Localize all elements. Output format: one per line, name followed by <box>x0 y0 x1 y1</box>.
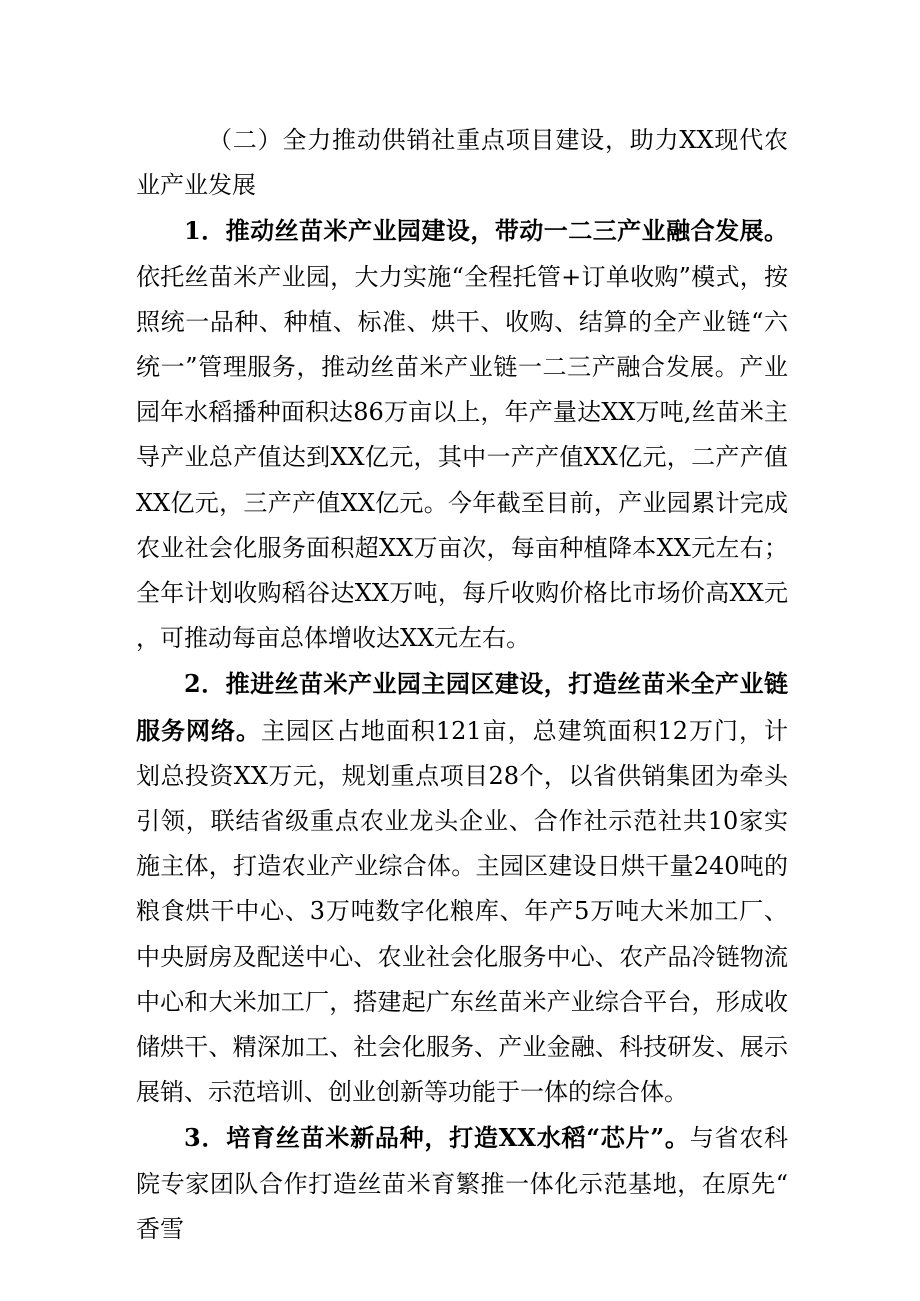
paragraph-item-2 <box>136 661 788 1115</box>
paragraph-item-3 <box>136 1115 788 1252</box>
item-2-title: 2．推进丝苗米产业园主园区建设，打造丝苗米全产业链服务网络。 <box>136 669 788 745</box>
item-2-body: 主园区占地面积121亩，总建筑面积12万门，计划总投资XX万元，规划重点项目28个，以省供销集团为牵头引领，联结省级重点农业龙头企业、合作社示范社共10家实施主体，打造农业产业综合体。主园区建设日烘干量240吨的粮食烘干中心、3万吨数字化粮库、年产5万吨大米加工厂、中央厨房及配送中心、农业社会化服务中心、农产品冷链物流中心和大米加工厂，搭建起广东丝苗米产业综合平台，形成收储烘干、精深加工、社会化服务、产业金融、科技研发、展示展销、示范培训、创业创新等功能于一体的综合体。 <box>136 716 788 1107</box>
item-1-title: 1．推动丝苗米产业园建设，带动一二三产业融合发展。 <box>184 216 788 246</box>
paragraph-item-1 <box>136 208 788 661</box>
section-heading: （二）全力推动供销社重点项目建设，助力XX现代农业产业发展 <box>136 126 788 200</box>
item-3-title: 3．培育丝苗米新品种，打造XX水稻“芯片”。 <box>184 1123 690 1153</box>
document-content <box>136 118 788 1252</box>
item-1-body: 依托丝苗米产业园，大力实施“全程托管+订单收购”模式，按照统一品种、种植、标准、烘干、收购、结算的全产业链“六统一”管理服务，推动丝苗米产业链一二三产融合发展。产业园年水稻播种面积达86万亩以上，年产量达XX万吨,丝苗米主导产业总产值达到XX亿元，其中一产产值XX亿元，二产产值XX亿元，三产产值XX亿元。今年截至目前，产业园累计完成农业社会化服务面积超XX万亩次，每亩种植降本XX元左右；全年计划收购稻谷达XX万吨，每斤收购价格比市场价高XX元，可推动每亩总体增收达XX元左右。 <box>136 262 788 653</box>
item-3-body: 与省农科院专家团队合作打造丝苗米育繁推一体化示范基地，在原先“香雪 <box>136 1124 788 1243</box>
